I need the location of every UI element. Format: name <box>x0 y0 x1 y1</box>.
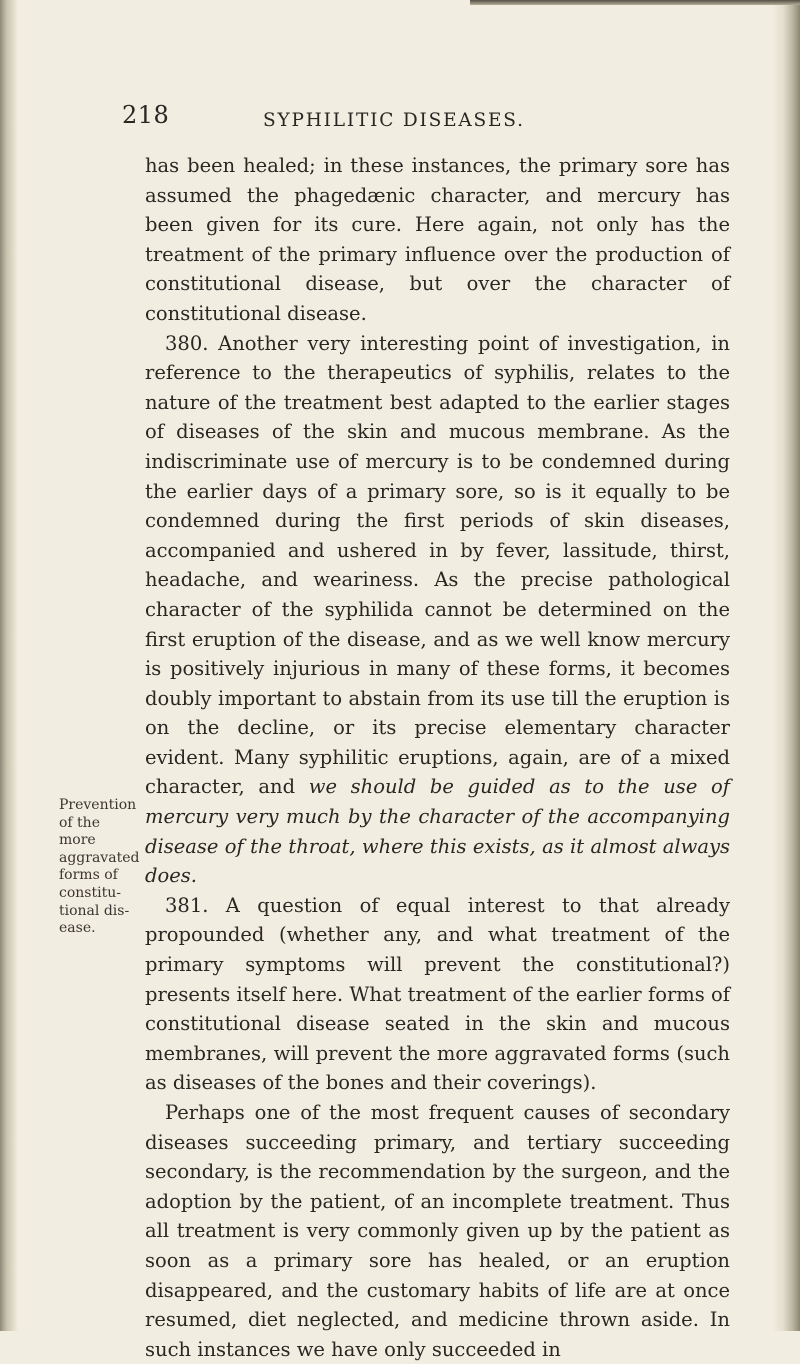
paragraph-380-italic: we should be guided as to the use of mercury very much by the character of the accompanying disease of the throat, where this exists, as it almost always does. <box>145 775 730 888</box>
top-edge-rule <box>470 0 800 5</box>
paragraph-381: 381. A question of equal interest to that already propounded (whether any, and what treatment of the primary symptoms will prevent the constitutional?) presents itself here. What treatment of the earlier forms of constitutional disease seated in the skin and mucous membranes, will prevent the more aggravated forms (such as diseases of the bones and their coverings). <box>145 893 730 1095</box>
paragraph-continuation: has been healed; in these instances, the primary sore has assumed the phagedænic character, and mercury has been given for its cure. Here again, not only has the treatment of the primary influence over the production of constitutional disease, but over the character of constitutional disease. <box>145 154 730 325</box>
paragraph-perhaps: Perhaps one of the most frequent causes of secondary diseases succeeding primary, and tertiary succeeding secondary, is the recommendation by the surgeon, and the adoption by the patient, of an incomplete treatment. Thus all treatment is very commonly given up by the patient as soon as a primary sore has healed, or an eruption disappeared, and the customary habits of life are at once resumed, diet neglected, and medicine thrown aside. In such instances we have only succeeded in <box>145 1101 730 1361</box>
page-number: 218 <box>122 101 170 129</box>
margin-note: Prevention of the more aggravated forms of constitu- tional dis- ease. <box>59 797 140 937</box>
paragraph-380 <box>145 329 730 891</box>
running-head: SYPHILITIC DISEASES. <box>263 110 525 131</box>
body-text <box>145 151 730 1364</box>
page-edge-shadow <box>772 0 800 1331</box>
book-spine-shadow <box>0 0 18 1331</box>
paragraph-380-text: 380. Another very interesting point of investigation, in reference to the therapeutics of syphilis, relates to the nature of the treatment best adapted to the earlier stages of diseases of the skin and mucous membrane. As the indiscriminate use of mercury is to be condemned during the earlier days of a primary sore, so is it equally to be condemned during the first periods of skin diseases, accompanied and ushered in by fever, lassitude, thirst, headache, and weariness. As the precise pathological character of the syphilida cannot be determined on the first eruption of the disease, and as we well know mercury is positively injurious in many of these forms, it becomes doubly important to abstain from its use till the eruption is on the decline, or its precise elementary character evident. Many syphilitic eruptions, again, are of a mixed character, and <box>145 331 730 799</box>
